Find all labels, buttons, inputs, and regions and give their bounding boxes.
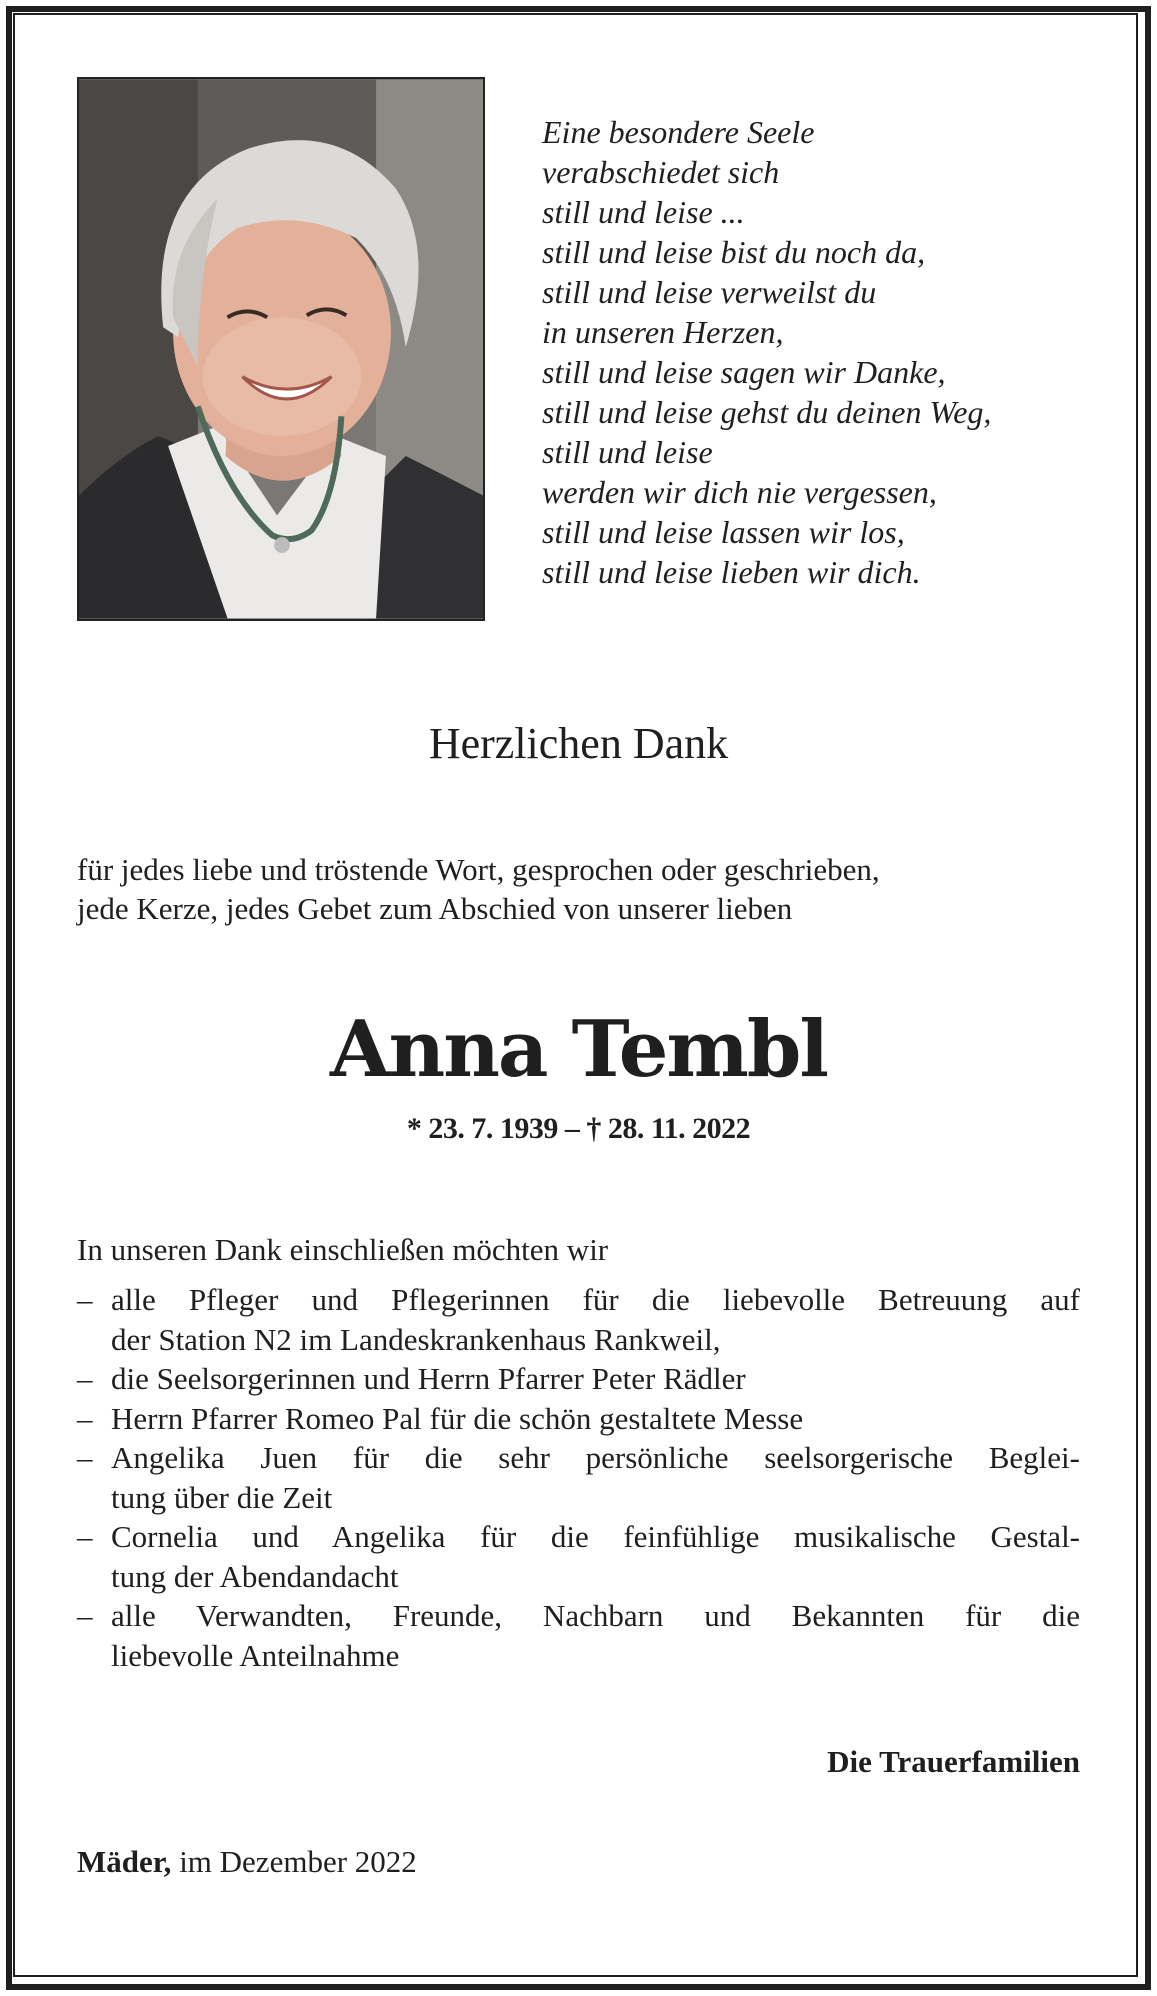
list-item [77,1399,1080,1439]
poem-line: in unseren Herzen, [542,314,784,350]
dash-marker: – [77,1440,93,1475]
life-dates: * 23. 7. 1939 – † 28. 11. 2022 [406,1112,751,1145]
dash-marker: – [77,1361,93,1396]
list-item [77,1438,1080,1517]
intro-text [77,850,1082,928]
intro-line: jede Kerze, jedes Gebet zum Abschied von unserer lieben [77,891,793,926]
poem-line: still und leise lieben wir dich. [542,554,921,590]
list-item-line: tung der Abendandacht [111,1558,399,1594]
thanks-intro: In unseren Dank einschließen möchten wir [77,1232,609,1267]
poem-line: still und leise ... [542,194,745,230]
list-item-line: alle Verwandten, Freunde, Nachbarn und Bekannten für die [111,1598,1080,1633]
poem [542,112,1102,592]
signature: Die Trauerfamilien [827,1744,1080,1779]
list-item [77,1596,1080,1675]
poem-line: werden wir dich nie vergessen, [542,474,937,510]
place: Mäder, [77,1844,172,1879]
list-item [77,1280,1080,1359]
heading: Herzlichen Dank [428,719,729,768]
deceased-name: Anna Tembl [329,1004,828,1095]
list-item-line: alle Pfleger und Pflegerinnen für die liebevolle Betreuung auf [111,1282,1080,1317]
poem-line: still und leise lassen wir los, [542,514,905,550]
list-item-line: tung über die Zeit [111,1479,333,1515]
poem-line: still und leise sagen wir Danke, [542,354,946,390]
list-item [77,1517,1080,1596]
portrait-photo [77,77,485,621]
list-item-line: Angelika Juen für die sehr persönliche seelsorgerische Beglei- [111,1440,1080,1475]
dash-marker: – [77,1282,93,1317]
dash-marker: – [77,1400,93,1436]
list-item [77,1359,1080,1399]
place-date [77,1842,417,1882]
date: im Dezember 2022 [179,1844,417,1879]
dash-marker: – [77,1598,93,1633]
list-item-line: Herrn Pfarrer Romeo Pal für die schön gestaltete Messe [111,1400,804,1436]
intro-line: für jedes liebe und tröstende Wort, gesprochen oder geschrieben, [77,852,880,887]
poem-line: still und leise verweilst du [542,274,877,310]
list-item-line: liebevolle Anteilnahme [111,1637,400,1673]
list-item-line: Cornelia und Angelika für die feinfühlige musikalische Gestal- [111,1519,1080,1554]
poem-line: Eine besondere Seele [542,114,815,150]
poem-line: verabschiedet sich [542,154,780,190]
poem-line: still und leise [542,434,713,470]
list-item-line: der Station N2 im Landeskrankenhaus Rankweil, [111,1321,721,1357]
poem-line: still und leise gehst du deinen Weg, [542,394,992,430]
dash-marker: – [77,1519,93,1554]
poem-line: still und leise bist du noch da, [542,234,926,270]
thanks-list [77,1280,1080,1675]
list-item-line: die Seelsorgerinnen und Herrn Pfarrer Peter Rädler [111,1361,746,1396]
